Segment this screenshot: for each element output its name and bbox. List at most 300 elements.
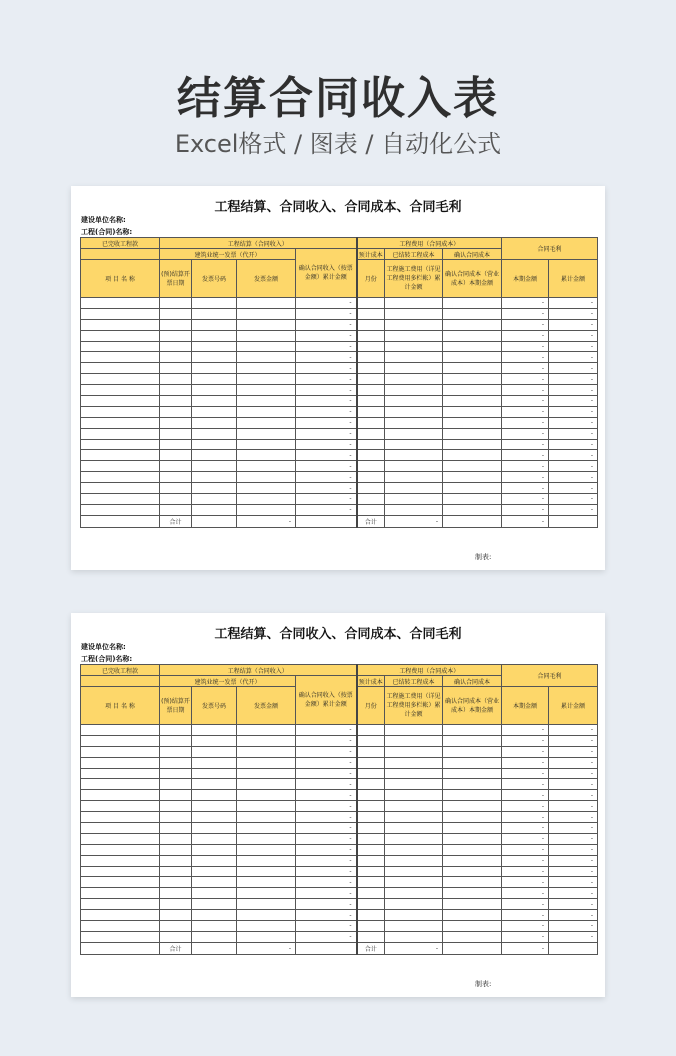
table-cell[interactable] bbox=[160, 823, 192, 834]
table-cell[interactable] bbox=[443, 746, 502, 757]
table-cell[interactable] bbox=[237, 494, 296, 505]
table-cell[interactable] bbox=[443, 461, 502, 472]
dash-cell[interactable]: - bbox=[296, 417, 357, 428]
dash-cell[interactable]: - bbox=[549, 790, 598, 801]
table-cell[interactable] bbox=[192, 396, 237, 407]
table-cell[interactable] bbox=[385, 823, 443, 834]
dash-cell[interactable]: - bbox=[549, 746, 598, 757]
dash-cell[interactable]: - bbox=[502, 385, 549, 396]
table-cell[interactable] bbox=[81, 768, 160, 779]
table-cell[interactable] bbox=[357, 363, 385, 374]
dash-cell[interactable]: - bbox=[296, 888, 357, 899]
table-cell[interactable] bbox=[357, 385, 385, 396]
table-cell[interactable] bbox=[192, 888, 237, 899]
table-cell[interactable] bbox=[237, 921, 296, 932]
dash-cell[interactable]: - bbox=[296, 428, 357, 439]
dash-cell[interactable]: - bbox=[502, 725, 549, 736]
table-cell[interactable] bbox=[357, 725, 385, 736]
table-cell[interactable] bbox=[443, 472, 502, 483]
table-cell[interactable] bbox=[192, 439, 237, 450]
table-cell[interactable] bbox=[443, 396, 502, 407]
dash-cell[interactable]: - bbox=[502, 417, 549, 428]
table-cell[interactable] bbox=[385, 844, 443, 855]
dash-cell[interactable]: - bbox=[296, 931, 357, 942]
table-cell[interactable] bbox=[357, 877, 385, 888]
table-cell[interactable] bbox=[357, 921, 385, 932]
dash-cell[interactable]: - bbox=[502, 779, 549, 790]
dash-cell[interactable]: - bbox=[296, 461, 357, 472]
dash-cell[interactable]: - bbox=[549, 888, 598, 899]
dash-cell[interactable]: - bbox=[296, 319, 357, 330]
table-cell[interactable] bbox=[237, 833, 296, 844]
table-cell[interactable] bbox=[160, 363, 192, 374]
dash-cell[interactable]: - bbox=[296, 385, 357, 396]
table-cell[interactable] bbox=[357, 833, 385, 844]
dash-cell[interactable]: - bbox=[549, 363, 598, 374]
table-cell[interactable] bbox=[160, 768, 192, 779]
dash-cell[interactable]: - bbox=[296, 790, 357, 801]
table-cell[interactable] bbox=[237, 877, 296, 888]
table-cell[interactable] bbox=[443, 308, 502, 319]
table-cell[interactable] bbox=[385, 910, 443, 921]
table-cell[interactable] bbox=[81, 363, 160, 374]
dash-cell[interactable]: - bbox=[502, 735, 549, 746]
table-cell[interactable] bbox=[160, 417, 192, 428]
table-cell[interactable] bbox=[237, 417, 296, 428]
table-cell[interactable] bbox=[192, 494, 237, 505]
table-cell[interactable] bbox=[81, 833, 160, 844]
table-cell[interactable] bbox=[443, 483, 502, 494]
table-cell[interactable] bbox=[160, 396, 192, 407]
table-cell[interactable] bbox=[192, 844, 237, 855]
dash-cell[interactable]: - bbox=[549, 725, 598, 736]
dash-cell[interactable]: - bbox=[502, 877, 549, 888]
table-cell[interactable] bbox=[443, 330, 502, 341]
dash-cell[interactable]: - bbox=[549, 801, 598, 812]
table-cell[interactable] bbox=[385, 725, 443, 736]
table-cell[interactable] bbox=[237, 899, 296, 910]
table-cell[interactable] bbox=[81, 352, 160, 363]
table-cell[interactable] bbox=[385, 921, 443, 932]
table-cell[interactable] bbox=[81, 931, 160, 942]
table-cell[interactable] bbox=[192, 866, 237, 877]
table-cell[interactable] bbox=[443, 931, 502, 942]
dash-cell[interactable]: - bbox=[549, 308, 598, 319]
table-cell[interactable] bbox=[81, 396, 160, 407]
table-cell[interactable] bbox=[385, 779, 443, 790]
dash-cell[interactable]: - bbox=[502, 855, 549, 866]
table-cell[interactable] bbox=[237, 790, 296, 801]
table-cell[interactable] bbox=[81, 417, 160, 428]
table-cell[interactable] bbox=[160, 385, 192, 396]
table-cell[interactable] bbox=[81, 330, 160, 341]
dash-cell[interactable]: - bbox=[549, 330, 598, 341]
table-cell[interactable] bbox=[443, 352, 502, 363]
dash-cell[interactable]: - bbox=[549, 931, 598, 942]
dash-cell[interactable]: - bbox=[549, 494, 598, 505]
table-cell[interactable] bbox=[443, 779, 502, 790]
table-cell[interactable] bbox=[385, 877, 443, 888]
dash-cell[interactable]: - bbox=[549, 812, 598, 823]
table-cell[interactable] bbox=[237, 812, 296, 823]
table-cell[interactable] bbox=[237, 439, 296, 450]
table-cell[interactable] bbox=[385, 341, 443, 352]
table-cell[interactable] bbox=[385, 768, 443, 779]
table-cell[interactable] bbox=[443, 910, 502, 921]
table-cell[interactable] bbox=[357, 483, 385, 494]
table-cell[interactable] bbox=[443, 888, 502, 899]
table-cell[interactable] bbox=[160, 308, 192, 319]
dash-cell[interactable]: - bbox=[549, 910, 598, 921]
dash-cell[interactable]: - bbox=[296, 779, 357, 790]
dash-cell[interactable]: - bbox=[549, 385, 598, 396]
table-cell[interactable] bbox=[357, 417, 385, 428]
table-cell[interactable] bbox=[443, 757, 502, 768]
table-cell[interactable] bbox=[385, 757, 443, 768]
table-cell[interactable] bbox=[192, 921, 237, 932]
table-cell[interactable] bbox=[160, 735, 192, 746]
dash-cell[interactable]: - bbox=[502, 921, 549, 932]
table-cell[interactable] bbox=[237, 385, 296, 396]
table-cell[interactable] bbox=[385, 735, 443, 746]
table-cell[interactable] bbox=[160, 801, 192, 812]
table-cell[interactable] bbox=[385, 450, 443, 461]
table-cell[interactable] bbox=[81, 461, 160, 472]
table-cell[interactable] bbox=[81, 308, 160, 319]
table-cell[interactable] bbox=[443, 823, 502, 834]
table-cell[interactable] bbox=[237, 844, 296, 855]
table-cell[interactable] bbox=[385, 899, 443, 910]
table-cell[interactable] bbox=[443, 866, 502, 877]
table-cell[interactable] bbox=[237, 319, 296, 330]
table-cell[interactable] bbox=[385, 888, 443, 899]
table-cell[interactable] bbox=[81, 790, 160, 801]
table-cell[interactable] bbox=[160, 877, 192, 888]
table-cell[interactable] bbox=[443, 319, 502, 330]
table-cell[interactable] bbox=[443, 725, 502, 736]
table-cell[interactable] bbox=[357, 319, 385, 330]
dash-cell[interactable]: - bbox=[549, 921, 598, 932]
table-cell[interactable] bbox=[160, 921, 192, 932]
table-cell[interactable] bbox=[192, 725, 237, 736]
dash-cell[interactable]: - bbox=[549, 768, 598, 779]
dash-cell[interactable]: - bbox=[549, 428, 598, 439]
table-cell[interactable] bbox=[160, 931, 192, 942]
dash-cell[interactable]: - bbox=[549, 877, 598, 888]
table-cell[interactable] bbox=[443, 363, 502, 374]
table-cell[interactable] bbox=[81, 504, 160, 515]
table-cell[interactable] bbox=[160, 439, 192, 450]
table-cell[interactable] bbox=[357, 931, 385, 942]
dash-cell[interactable]: - bbox=[549, 472, 598, 483]
dash-cell[interactable]: - bbox=[549, 461, 598, 472]
dash-cell[interactable]: - bbox=[296, 757, 357, 768]
table-cell[interactable] bbox=[192, 779, 237, 790]
dash-cell[interactable]: - bbox=[549, 450, 598, 461]
dash-cell[interactable]: - bbox=[502, 790, 549, 801]
table-cell[interactable] bbox=[192, 450, 237, 461]
table-cell[interactable] bbox=[443, 504, 502, 515]
dash-cell[interactable]: - bbox=[296, 308, 357, 319]
table-cell[interactable] bbox=[160, 725, 192, 736]
table-cell[interactable] bbox=[357, 844, 385, 855]
dash-cell[interactable]: - bbox=[502, 910, 549, 921]
table-cell[interactable] bbox=[385, 746, 443, 757]
table-cell[interactable] bbox=[81, 866, 160, 877]
table-cell[interactable] bbox=[160, 428, 192, 439]
table-cell[interactable] bbox=[237, 352, 296, 363]
table-cell[interactable] bbox=[237, 472, 296, 483]
table-cell[interactable] bbox=[192, 746, 237, 757]
table-cell[interactable] bbox=[237, 931, 296, 942]
dash-cell[interactable]: - bbox=[296, 855, 357, 866]
table-cell[interactable] bbox=[81, 757, 160, 768]
table-cell[interactable] bbox=[81, 483, 160, 494]
table-cell[interactable] bbox=[385, 308, 443, 319]
table-cell[interactable] bbox=[160, 746, 192, 757]
table-cell[interactable] bbox=[357, 396, 385, 407]
table-cell[interactable] bbox=[160, 844, 192, 855]
table-cell[interactable] bbox=[160, 472, 192, 483]
table-cell[interactable] bbox=[160, 406, 192, 417]
table-cell[interactable] bbox=[357, 298, 385, 309]
dash-cell[interactable]: - bbox=[549, 352, 598, 363]
dash-cell[interactable]: - bbox=[296, 341, 357, 352]
table-cell[interactable] bbox=[81, 779, 160, 790]
table-cell[interactable] bbox=[237, 461, 296, 472]
dash-cell[interactable]: - bbox=[296, 910, 357, 921]
dash-cell[interactable]: - bbox=[502, 899, 549, 910]
table-cell[interactable] bbox=[357, 812, 385, 823]
table-cell[interactable] bbox=[160, 855, 192, 866]
dash-cell[interactable]: - bbox=[549, 823, 598, 834]
table-cell[interactable] bbox=[160, 899, 192, 910]
table-cell[interactable] bbox=[357, 757, 385, 768]
table-cell[interactable] bbox=[192, 504, 237, 515]
table-cell[interactable] bbox=[192, 472, 237, 483]
table-cell[interactable] bbox=[160, 319, 192, 330]
dash-cell[interactable]: - bbox=[296, 494, 357, 505]
table-cell[interactable] bbox=[160, 910, 192, 921]
dash-cell[interactable]: - bbox=[296, 396, 357, 407]
dash-cell[interactable]: - bbox=[296, 363, 357, 374]
table-cell[interactable] bbox=[192, 406, 237, 417]
table-cell[interactable] bbox=[357, 504, 385, 515]
table-cell[interactable] bbox=[443, 417, 502, 428]
table-cell[interactable] bbox=[357, 472, 385, 483]
dash-cell[interactable]: - bbox=[296, 406, 357, 417]
table-cell[interactable] bbox=[81, 746, 160, 757]
dash-cell[interactable]: - bbox=[502, 768, 549, 779]
table-cell[interactable] bbox=[192, 374, 237, 385]
table-cell[interactable] bbox=[192, 298, 237, 309]
table-cell[interactable] bbox=[357, 779, 385, 790]
table-cell[interactable] bbox=[160, 330, 192, 341]
table-cell[interactable] bbox=[192, 812, 237, 823]
table-cell[interactable] bbox=[81, 910, 160, 921]
table-cell[interactable] bbox=[357, 823, 385, 834]
table-cell[interactable] bbox=[160, 450, 192, 461]
table-cell[interactable] bbox=[237, 725, 296, 736]
dash-cell[interactable]: - bbox=[296, 298, 357, 309]
table-cell[interactable] bbox=[443, 374, 502, 385]
dash-cell[interactable]: - bbox=[549, 833, 598, 844]
table-cell[interactable] bbox=[192, 899, 237, 910]
table-cell[interactable] bbox=[385, 417, 443, 428]
dash-cell[interactable]: - bbox=[502, 472, 549, 483]
table-cell[interactable] bbox=[192, 790, 237, 801]
table-cell[interactable] bbox=[385, 319, 443, 330]
table-cell[interactable] bbox=[237, 735, 296, 746]
dash-cell[interactable]: - bbox=[296, 450, 357, 461]
dash-cell[interactable]: - bbox=[296, 504, 357, 515]
dash-cell[interactable]: - bbox=[502, 757, 549, 768]
table-cell[interactable] bbox=[443, 735, 502, 746]
table-cell[interactable] bbox=[385, 833, 443, 844]
dash-cell[interactable]: - bbox=[549, 899, 598, 910]
dash-cell[interactable]: - bbox=[502, 363, 549, 374]
table-cell[interactable] bbox=[81, 855, 160, 866]
table-cell[interactable] bbox=[443, 494, 502, 505]
table-cell[interactable] bbox=[443, 406, 502, 417]
table-cell[interactable] bbox=[237, 866, 296, 877]
table-cell[interactable] bbox=[385, 494, 443, 505]
dash-cell[interactable]: - bbox=[296, 833, 357, 844]
dash-cell[interactable]: - bbox=[502, 396, 549, 407]
table-cell[interactable] bbox=[385, 363, 443, 374]
table-cell[interactable] bbox=[357, 341, 385, 352]
table-cell[interactable] bbox=[192, 910, 237, 921]
dash-cell[interactable]: - bbox=[296, 352, 357, 363]
dash-cell[interactable]: - bbox=[296, 866, 357, 877]
table-cell[interactable] bbox=[81, 319, 160, 330]
table-cell[interactable] bbox=[357, 308, 385, 319]
table-cell[interactable] bbox=[192, 417, 237, 428]
dash-cell[interactable]: - bbox=[502, 801, 549, 812]
table-cell[interactable] bbox=[237, 450, 296, 461]
dash-cell[interactable]: - bbox=[549, 735, 598, 746]
dash-cell[interactable]: - bbox=[502, 428, 549, 439]
table-cell[interactable] bbox=[81, 439, 160, 450]
table-cell[interactable] bbox=[160, 888, 192, 899]
table-cell[interactable] bbox=[357, 866, 385, 877]
table-cell[interactable] bbox=[357, 888, 385, 899]
dash-cell[interactable]: - bbox=[296, 483, 357, 494]
table-cell[interactable] bbox=[237, 308, 296, 319]
dash-cell[interactable]: - bbox=[502, 461, 549, 472]
dash-cell[interactable]: - bbox=[296, 844, 357, 855]
table-cell[interactable] bbox=[192, 308, 237, 319]
table-cell[interactable] bbox=[160, 504, 192, 515]
table-cell[interactable] bbox=[81, 472, 160, 483]
table-cell[interactable] bbox=[160, 866, 192, 877]
table-cell[interactable] bbox=[237, 483, 296, 494]
table-cell[interactable] bbox=[81, 428, 160, 439]
table-cell[interactable] bbox=[160, 461, 192, 472]
table-cell[interactable] bbox=[192, 768, 237, 779]
table-cell[interactable] bbox=[385, 866, 443, 877]
table-cell[interactable] bbox=[192, 801, 237, 812]
table-cell[interactable] bbox=[160, 812, 192, 823]
table-cell[interactable] bbox=[385, 461, 443, 472]
table-cell[interactable] bbox=[192, 385, 237, 396]
table-cell[interactable] bbox=[443, 812, 502, 823]
table-cell[interactable] bbox=[443, 768, 502, 779]
table-cell[interactable] bbox=[237, 374, 296, 385]
dash-cell[interactable]: - bbox=[549, 483, 598, 494]
table-cell[interactable] bbox=[385, 801, 443, 812]
dash-cell[interactable]: - bbox=[549, 396, 598, 407]
table-cell[interactable] bbox=[237, 341, 296, 352]
table-cell[interactable] bbox=[81, 877, 160, 888]
dash-cell[interactable]: - bbox=[502, 812, 549, 823]
table-cell[interactable] bbox=[81, 801, 160, 812]
table-cell[interactable] bbox=[357, 768, 385, 779]
dash-cell[interactable]: - bbox=[549, 439, 598, 450]
table-cell[interactable] bbox=[357, 330, 385, 341]
table-cell[interactable] bbox=[443, 439, 502, 450]
dash-cell[interactable]: - bbox=[502, 844, 549, 855]
table-cell[interactable] bbox=[357, 461, 385, 472]
table-cell[interactable] bbox=[237, 330, 296, 341]
table-cell[interactable] bbox=[81, 844, 160, 855]
table-cell[interactable] bbox=[237, 406, 296, 417]
table-cell[interactable] bbox=[160, 779, 192, 790]
dash-cell[interactable]: - bbox=[502, 833, 549, 844]
table-cell[interactable] bbox=[81, 406, 160, 417]
table-cell[interactable] bbox=[443, 450, 502, 461]
dash-cell[interactable]: - bbox=[296, 812, 357, 823]
dash-cell[interactable]: - bbox=[502, 319, 549, 330]
table-cell[interactable] bbox=[357, 790, 385, 801]
dash-cell[interactable]: - bbox=[296, 472, 357, 483]
dash-cell[interactable]: - bbox=[296, 921, 357, 932]
table-cell[interactable] bbox=[81, 298, 160, 309]
table-cell[interactable] bbox=[160, 352, 192, 363]
table-cell[interactable] bbox=[81, 735, 160, 746]
table-cell[interactable] bbox=[443, 877, 502, 888]
table-cell[interactable] bbox=[160, 790, 192, 801]
table-cell[interactable] bbox=[443, 428, 502, 439]
table-cell[interactable] bbox=[443, 341, 502, 352]
table-cell[interactable] bbox=[192, 461, 237, 472]
table-cell[interactable] bbox=[357, 428, 385, 439]
table-cell[interactable] bbox=[357, 406, 385, 417]
dash-cell[interactable]: - bbox=[296, 877, 357, 888]
table-cell[interactable] bbox=[357, 352, 385, 363]
dash-cell[interactable]: - bbox=[502, 298, 549, 309]
table-cell[interactable] bbox=[160, 757, 192, 768]
table-cell[interactable] bbox=[81, 385, 160, 396]
table-cell[interactable] bbox=[160, 494, 192, 505]
table-cell[interactable] bbox=[81, 725, 160, 736]
dash-cell[interactable]: - bbox=[549, 298, 598, 309]
table-cell[interactable] bbox=[237, 855, 296, 866]
table-cell[interactable] bbox=[192, 757, 237, 768]
dash-cell[interactable]: - bbox=[502, 374, 549, 385]
table-cell[interactable] bbox=[192, 833, 237, 844]
table-cell[interactable] bbox=[357, 899, 385, 910]
table-cell[interactable] bbox=[385, 352, 443, 363]
table-cell[interactable] bbox=[357, 855, 385, 866]
dash-cell[interactable]: - bbox=[549, 374, 598, 385]
dash-cell[interactable]: - bbox=[502, 494, 549, 505]
table-cell[interactable] bbox=[385, 374, 443, 385]
dash-cell[interactable]: - bbox=[296, 801, 357, 812]
table-cell[interactable] bbox=[443, 899, 502, 910]
table-cell[interactable] bbox=[237, 910, 296, 921]
table-cell[interactable] bbox=[160, 483, 192, 494]
